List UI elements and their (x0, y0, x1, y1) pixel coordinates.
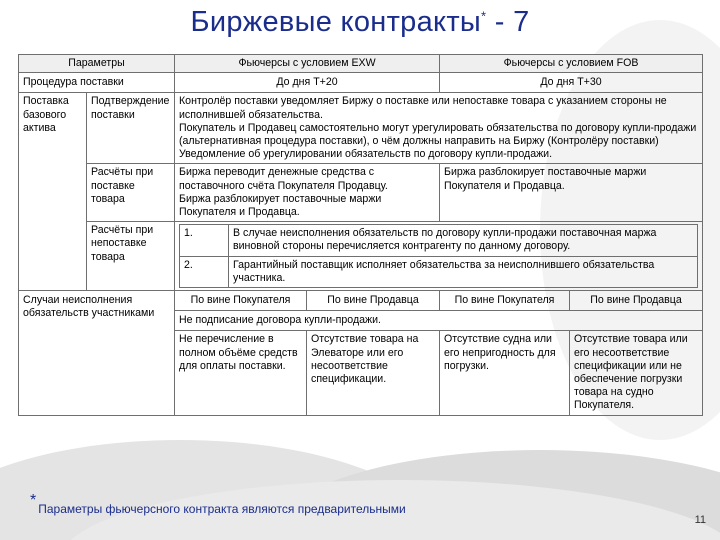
failure-cell: Отсутствие товара или его несоответствие спецификации или не обеспечение погрузки товара на судно Покупателя. (570, 331, 703, 416)
settle-exw: Биржа переводит денежные средства с поставочного счёта Покупателя Продавцу. Биржа разблокирует поставочные маржи Покупателя и Продавца. (175, 164, 440, 222)
confirm-label: Подтверждение поставки (87, 93, 175, 164)
header-fob: Фьючерсы с условием FOB (440, 55, 703, 73)
fault-buyer-exw: По вине Покупателя (175, 291, 307, 311)
contract-table (18, 54, 703, 416)
procedure-exw: До дня Т+20 (175, 73, 440, 93)
list-item: В случае неисполнения обязательств по договору купли-продажи поставочная маржа виновной стороны перечисляется контрагенту по данному договору. (229, 225, 698, 256)
failure-cell: Отсутствие судна или его непригодность для погрузки. (440, 331, 570, 416)
nondelivery-text (175, 222, 703, 291)
header-params: Параметры (19, 55, 175, 73)
list-item: Гарантийный поставщик исполняет обязательства за неисполнившего обязательства участника. (229, 256, 698, 287)
failures-label: Случаи неисполнения обязательств участниками (19, 291, 175, 416)
procedure-label: Процедура поставки (19, 73, 175, 93)
settle-label: Расчёты при поставке товара (87, 164, 175, 222)
fault-buyer-fob: По вине Покупателя (440, 291, 570, 311)
fault-seller-fob: По вине Продавца (570, 291, 703, 311)
list-number: 2. (180, 256, 229, 287)
fault-seller-exw: По вине Продавца (307, 291, 440, 311)
failure-common: Не подписание договора купли-продажи. (175, 311, 703, 331)
nondelivery-label: Расчёты при непоставке товара (87, 222, 175, 291)
page-number: 11 (694, 514, 706, 526)
footnote: * Параметры фьючерсного контракта являются предварительными (30, 492, 406, 516)
confirm-text: Контролёр поставки уведомляет Биржу о поставке или непоставке товара с указанием стороны не исполнившей обязательства. Покупатель и Продавец самостоятельно могут урегулировать обязательства по договору купли-продажи (альтернативная процедура поставки), о чём должны направить на Биржу (Контролёру поставки) Уведомление об урегулировании обязательств по договору купли-продажи. (175, 93, 703, 164)
list-number: 1. (180, 225, 229, 256)
failure-cell: Отсутствие товара на Элеваторе или его несоответствие спецификации. (307, 331, 440, 416)
failure-cell: Не перечисление в полном объёме средств для оплаты поставки. (175, 331, 307, 416)
delivery-label: Поставка базового актива (19, 93, 87, 291)
procedure-fob: До дня Т+30 (440, 73, 703, 93)
header-exw: Фьючерсы с условием EXW (175, 55, 440, 73)
settle-fob: Биржа разблокирует поставочные маржи Покупателя и Продавца. (440, 164, 703, 222)
page-title: Биржевые контракты* - 7 (190, 6, 530, 38)
